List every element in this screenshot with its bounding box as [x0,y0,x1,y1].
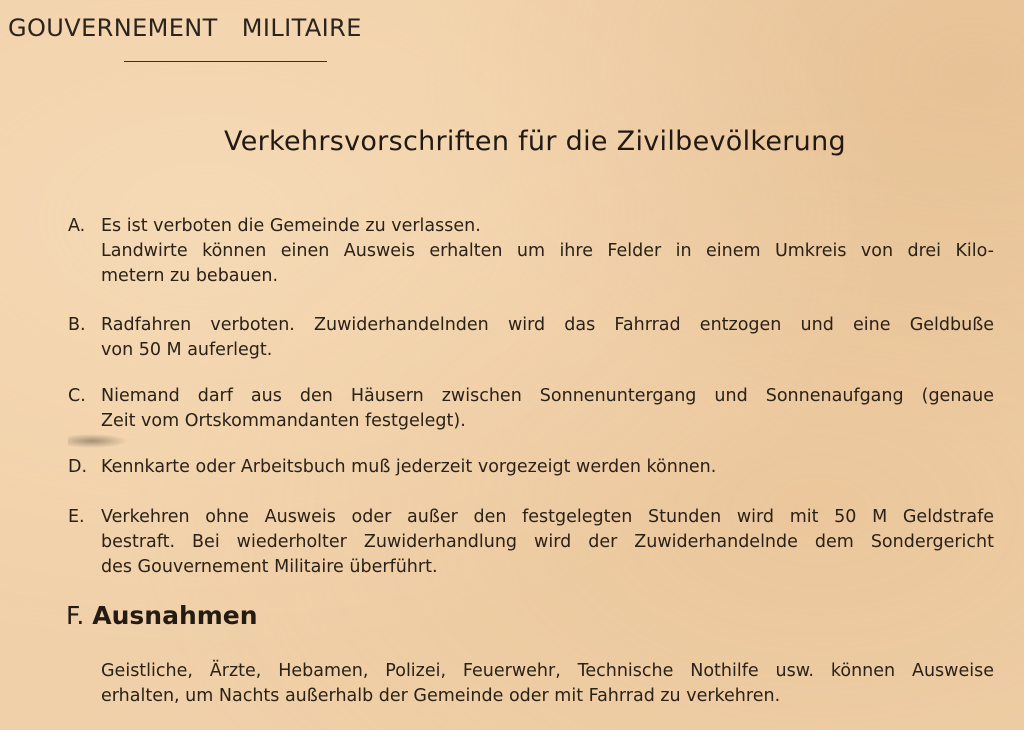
regulation-line: metern zu bebauen. [101,266,279,286]
regulation-line: Es ist verboten die Gemeinde zu verlassen. [101,216,481,236]
issuing-authority: GOUVERNEMENT MILITAIRE [8,14,362,42]
header-underline [124,61,327,62]
regulation-letter: E. [68,507,85,527]
regulation-line: bestraft. Bei wiederholter Zuwiderhandlung wird der Zuwiderhandelnde dem Sondergericht [101,532,994,552]
regulation-letter: B. [68,315,86,335]
regulation-line: Radfahren verboten. Zuwiderhandelnden wird das Fahrrad entzogen und eine Geldbuße [101,315,994,335]
regulation-line: Niemand darf aus den Häusern zwischen Sonnenuntergang und Sonnenaufgang (genaue [101,386,994,406]
regulation-line: Zeit vom Ortskommandanten festgelegt). [101,411,466,431]
exceptions-title: Ausnahmen [92,601,258,630]
ink-smudge [68,434,128,448]
regulation-letter: C. [68,386,86,406]
regulation-text [101,313,994,363]
regulation-text [101,384,994,434]
document-title: Verkehrsvorschriften für die Zivilbevölkerung [224,126,846,157]
exceptions-line: erhalten, um Nachts außerhalb der Gemeinde oder mit Fahrrad zu verkehren. [101,686,781,706]
regulation-letter: A. [68,216,86,236]
exceptions-line: Geistliche, Ärzte, Hebamen, Polizei, Feuerwehr, Technische Nothilfe usw. können Ausweise [101,661,994,681]
regulation-text [101,455,994,480]
regulation-line: des Gouvernement Militaire überführt. [101,557,438,577]
exceptions-text [101,659,994,709]
regulation-text [101,505,994,580]
regulation-line: Kennkarte oder Arbeitsbuch muß jederzeit vorgezeigt werden können. [101,457,717,477]
regulation-letter: D. [68,457,88,477]
regulation-line: von 50 M auferlegt. [101,340,273,360]
regulation-text [101,214,994,289]
exceptions-letter: F. [66,601,85,630]
regulation-line: Verkehren ohne Ausweis oder außer den festgelegten Stunden wird mit 50 M Geldstrafe [101,507,994,527]
exceptions-heading [66,601,258,630]
regulation-line: Landwirte können einen Ausweis erhalten um ihre Felder in einem Umkreis von drei Kilo- [101,241,994,261]
